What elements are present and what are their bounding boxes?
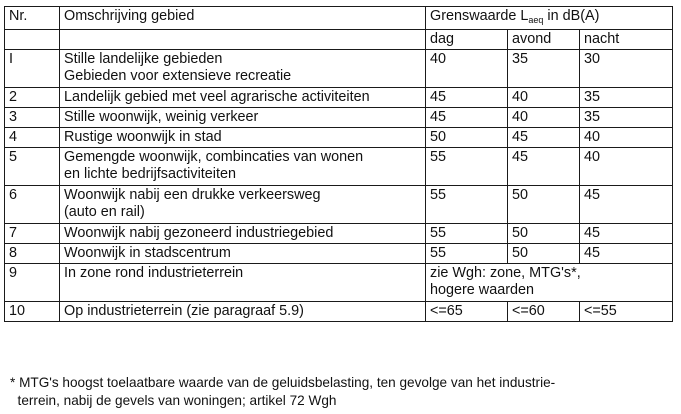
- row-description-line: In zone rond industrieterrein: [64, 265, 244, 281]
- row-dag-value: 55: [426, 244, 508, 264]
- header-limit-suffix: in dB(A): [543, 8, 600, 24]
- row-dag-value: 45: [426, 88, 508, 108]
- header-limit-subscript: aeq: [528, 15, 544, 25]
- table-row: [5, 148, 673, 186]
- row-description: [60, 108, 426, 128]
- row-description-line: Stille landelijke gebieden: [64, 51, 223, 67]
- noise-limits-table: [4, 6, 673, 322]
- row-nacht-value: 40: [580, 128, 673, 148]
- row-avond-value: 50: [508, 244, 580, 264]
- table-row: [5, 224, 673, 244]
- row-nacht-value: 30: [580, 50, 673, 88]
- row-description: [60, 88, 426, 108]
- header-nr: Nr.: [5, 7, 60, 30]
- table-row: [5, 186, 673, 224]
- row-avond-value: 35: [508, 50, 580, 88]
- table-row: [5, 244, 673, 264]
- footnote: [10, 374, 555, 410]
- subheader-nr-empty: [5, 30, 60, 50]
- header-day: dag: [426, 30, 508, 50]
- row-description: [60, 224, 426, 244]
- table-row: [5, 302, 673, 322]
- row-nacht-value: 45: [580, 224, 673, 244]
- row-description: [60, 50, 426, 88]
- header-limit: [426, 7, 673, 30]
- footnote-line-1: * MTG's hoogst toelaatbare waarde van de geluidsbelasting, ten gevolge van het industrie-: [10, 375, 556, 390]
- row-description-line: Rustige woonwijk in stad: [64, 129, 222, 145]
- row-avond-value: 50: [508, 186, 580, 224]
- row-avond-value: 45: [508, 128, 580, 148]
- row-description-line: Woonwijk in stadscentrum: [64, 245, 231, 261]
- row-description-line: Landelijk gebied met veel agrarische activiteiten: [64, 89, 370, 105]
- row-description-line: (auto en rail): [64, 204, 145, 220]
- row-nr: 8: [5, 244, 60, 264]
- row-nr: I: [5, 50, 60, 88]
- row-description: [60, 186, 426, 224]
- row-description-line: Stille woonwijk, weinig verkeer: [64, 109, 259, 125]
- row-nr: 2: [5, 88, 60, 108]
- row-avond-value: <=60: [508, 302, 580, 322]
- row-avond-value: 40: [508, 88, 580, 108]
- subheader-row: [5, 30, 673, 50]
- row-nr: 6: [5, 186, 60, 224]
- row-description: [60, 128, 426, 148]
- row-description-line: Gebieden voor extensieve recreatie: [64, 68, 292, 84]
- row-description-line: en lichte bedrijfsactiviteiten: [64, 166, 236, 182]
- row-nacht-value: 35: [580, 88, 673, 108]
- subheader-description-empty: [60, 30, 426, 50]
- table-row: [5, 264, 673, 302]
- header-limit-prefix: Grenswaarde L: [430, 8, 529, 24]
- row-dag-value: 55: [426, 224, 508, 244]
- row-nr: 7: [5, 224, 60, 244]
- row-avond-value: 40: [508, 108, 580, 128]
- table-row: [5, 128, 673, 148]
- header-row: [5, 7, 673, 30]
- row-nr: 10: [5, 302, 60, 322]
- row-dag-value: 45: [426, 108, 508, 128]
- row-nacht-value: 35: [580, 108, 673, 128]
- row-nacht-value: 45: [580, 186, 673, 224]
- row-description: [60, 302, 426, 322]
- row-dag-value: <=65: [426, 302, 508, 322]
- row-dag-value: 55: [426, 186, 508, 224]
- row-description-line: Woonwijk nabij gezoneerd industriegebied: [64, 225, 334, 241]
- row-description: [60, 264, 426, 302]
- row-description: [60, 148, 426, 186]
- row-avond-value: 50: [508, 224, 580, 244]
- noise-limits-table-container: [4, 6, 675, 322]
- row-merged-line: hogere waarden: [430, 282, 535, 298]
- header-night: nacht: [580, 30, 673, 50]
- row-nr: 5: [5, 148, 60, 186]
- footnote-line-2: terrein, nabij de gevels van woningen; artikel 72 Wgh: [10, 393, 337, 408]
- row-dag-value: 50: [426, 128, 508, 148]
- row-description-line: Woonwijk nabij een drukke verkeersweg: [64, 187, 321, 203]
- row-nacht-value: 45: [580, 244, 673, 264]
- row-merged-line: zie Wgh: zone, MTG's*,: [430, 265, 581, 281]
- header-description: Omschrijving gebied: [60, 7, 426, 30]
- header-evening: avond: [508, 30, 580, 50]
- row-nr: 9: [5, 264, 60, 302]
- row-nacht-value: <=55: [580, 302, 673, 322]
- row-merged-limit: [426, 264, 673, 302]
- row-description: [60, 244, 426, 264]
- table-row: [5, 108, 673, 128]
- row-nr: 3: [5, 108, 60, 128]
- row-description-line: Op industrieterrein (zie paragraaf 5.9): [64, 303, 304, 319]
- row-description-line: Gemengde woonwijk, combincaties van wonen: [64, 149, 364, 165]
- row-dag-value: 55: [426, 148, 508, 186]
- row-dag-value: 40: [426, 50, 508, 88]
- table-row: [5, 50, 673, 88]
- row-nr: 4: [5, 128, 60, 148]
- table-row: [5, 88, 673, 108]
- row-avond-value: 45: [508, 148, 580, 186]
- row-nacht-value: 40: [580, 148, 673, 186]
